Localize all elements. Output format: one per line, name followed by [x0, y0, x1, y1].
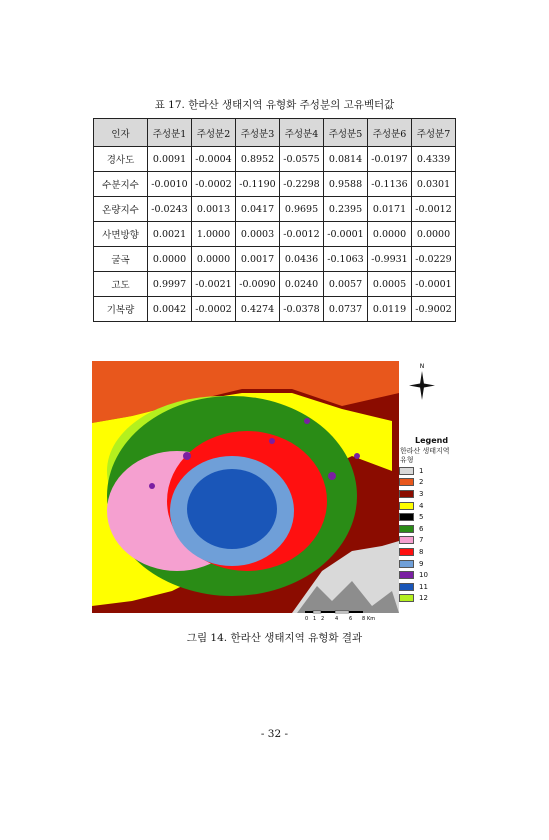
- value-cell: -0.0002: [192, 172, 236, 197]
- legend-item: [399, 488, 469, 500]
- legend-item: [399, 558, 469, 570]
- factor-cell: 기복량: [94, 297, 148, 322]
- factor-cell: 굴곡: [94, 247, 148, 272]
- legend-item: [399, 581, 469, 593]
- value-cell: -0.0012: [280, 222, 324, 247]
- scale-unit: Km: [367, 616, 376, 622]
- factor-cell: 사면방향: [94, 222, 148, 247]
- value-cell: -0.0197: [368, 147, 412, 172]
- table-caption: 표 17. 한라산 생태지역 유형화 주성분의 고유벡터값: [154, 99, 395, 111]
- value-cell: 0.0005: [368, 272, 412, 297]
- legend-item: [399, 593, 469, 605]
- north-arrow-icon: [406, 362, 438, 402]
- legend-label: 9: [419, 559, 424, 568]
- value-cell: -0.0012: [412, 197, 456, 222]
- factor-cell: 수분지수: [94, 172, 148, 197]
- value-cell: 0.0057: [324, 272, 368, 297]
- legend-swatch: [399, 571, 414, 579]
- value-cell: -0.0090: [236, 272, 280, 297]
- value-cell: 0.0042: [148, 297, 192, 322]
- legend-swatch: [399, 467, 414, 475]
- value-cell: 0.0301: [412, 172, 456, 197]
- legend-subtitle: [400, 447, 469, 465]
- legend-label: 3: [419, 489, 424, 498]
- value-cell: -0.0002: [192, 297, 236, 322]
- legend-label: 6: [419, 524, 424, 533]
- value-cell: -0.9002: [412, 297, 456, 322]
- map-crater: [183, 452, 191, 460]
- legend-item: [399, 569, 469, 581]
- legend-item: [399, 535, 469, 547]
- table-row: [94, 247, 456, 272]
- value-cell: -0.0004: [192, 147, 236, 172]
- table-header-row: [94, 119, 456, 147]
- legend-item: [399, 511, 469, 523]
- value-cell: -0.1190: [236, 172, 280, 197]
- value-cell: -0.0575: [280, 147, 324, 172]
- legend-item: [399, 500, 469, 512]
- header-pc5: 주성분5: [324, 119, 368, 147]
- value-cell: -0.1063: [324, 247, 368, 272]
- header-pc2: 주성분2: [192, 119, 236, 147]
- value-cell: -0.0021: [192, 272, 236, 297]
- legend-item: [399, 546, 469, 558]
- value-cell: 0.0417: [236, 197, 280, 222]
- eigenvector-table: [93, 118, 456, 322]
- legend-subtitle-line-1: 한라산 생태지역: [400, 447, 450, 455]
- value-cell: 0.0000: [412, 222, 456, 247]
- legend-label: 7: [419, 536, 424, 545]
- legend-items: [399, 465, 469, 604]
- factor-cell: 온량지수: [94, 197, 148, 222]
- value-cell: -0.0001: [412, 272, 456, 297]
- legend-label: 1: [419, 466, 424, 475]
- table-row: [94, 197, 456, 222]
- map-crater: [149, 483, 155, 489]
- value-cell: 0.2395: [324, 197, 368, 222]
- legend-swatch: [399, 478, 414, 486]
- legend-swatch: [399, 490, 414, 498]
- value-cell: 0.0013: [192, 197, 236, 222]
- value-cell: 0.4339: [412, 147, 456, 172]
- map-zone-blue: [187, 469, 277, 549]
- table-row: [94, 272, 456, 297]
- legend-label: 8: [419, 547, 424, 556]
- legend-label: 5: [419, 513, 424, 522]
- scale-tick: 0: [305, 616, 309, 622]
- legend-swatch: [399, 583, 414, 591]
- map-crater: [269, 438, 275, 444]
- figure-caption: 그림 14. 한라산 생태지역 유형화 결과: [186, 632, 363, 644]
- page-number: - 32 -: [260, 728, 289, 740]
- value-cell: 0.4274: [236, 297, 280, 322]
- legend-label: 10: [419, 571, 428, 580]
- map-crater: [304, 418, 310, 424]
- legend-swatch: [399, 536, 414, 544]
- value-cell: 0.0003: [236, 222, 280, 247]
- legend-label: 11: [419, 582, 428, 591]
- factor-cell: 경사도: [94, 147, 148, 172]
- header-pc6: 주성분6: [368, 119, 412, 147]
- value-cell: 1.0000: [192, 222, 236, 247]
- value-cell: 0.0000: [368, 222, 412, 247]
- factor-cell: 고도: [94, 272, 148, 297]
- scale-tick: 4: [335, 616, 339, 622]
- header-pc4: 주성분4: [280, 119, 324, 147]
- value-cell: 0.9588: [324, 172, 368, 197]
- legend-title: Legend: [415, 436, 449, 445]
- legend-label: 12: [419, 594, 428, 603]
- header-pc7: 주성분7: [412, 119, 456, 147]
- legend-swatch: [399, 525, 414, 533]
- legend-item: [399, 523, 469, 535]
- value-cell: 0.0000: [192, 247, 236, 272]
- value-cell: -0.2298: [280, 172, 324, 197]
- map-legend: [399, 436, 469, 604]
- scale-tick: 6: [349, 616, 353, 622]
- legend-swatch: [399, 513, 414, 521]
- legend-label: 4: [419, 501, 424, 510]
- value-cell: 0.8952: [236, 147, 280, 172]
- value-cell: 0.0021: [148, 222, 192, 247]
- legend-swatch: [399, 548, 414, 556]
- scale-tick: 8: [362, 616, 366, 622]
- legend-swatch: [399, 560, 414, 568]
- value-cell: 0.9695: [280, 197, 324, 222]
- value-cell: 0.0737: [324, 297, 368, 322]
- value-cell: -0.0001: [324, 222, 368, 247]
- scale-tick: 2: [321, 616, 325, 622]
- map-scale-bar: [305, 609, 385, 625]
- value-cell: 0.0000: [148, 247, 192, 272]
- table-row: [94, 147, 456, 172]
- scale-tick: 1: [313, 616, 317, 622]
- value-cell: 0.0119: [368, 297, 412, 322]
- header-pc3: 주성분3: [236, 119, 280, 147]
- header-factor: 인자: [94, 119, 148, 147]
- map-crater: [354, 453, 360, 459]
- value-cell: -0.0243: [148, 197, 192, 222]
- legend-subtitle-line-2: 유형: [400, 456, 414, 464]
- legend-label: 2: [419, 478, 424, 487]
- table-row: [94, 172, 456, 197]
- value-cell: -0.0010: [148, 172, 192, 197]
- header-pc1: 주성분1: [148, 119, 192, 147]
- legend-swatch: [399, 502, 414, 510]
- ecoregion-map: [92, 361, 399, 613]
- table-row: [94, 222, 456, 247]
- map-crater: [328, 472, 336, 480]
- value-cell: 0.0091: [148, 147, 192, 172]
- legend-item: [399, 477, 469, 489]
- value-cell: 0.0814: [324, 147, 368, 172]
- value-cell: 0.0017: [236, 247, 280, 272]
- value-cell: -0.0378: [280, 297, 324, 322]
- value-cell: 0.0171: [368, 197, 412, 222]
- value-cell: 0.0240: [280, 272, 324, 297]
- value-cell: -0.1136: [368, 172, 412, 197]
- legend-swatch: [399, 594, 414, 602]
- compass-n-label: N: [419, 363, 425, 370]
- legend-item: [399, 465, 469, 477]
- value-cell: 0.9997: [148, 272, 192, 297]
- value-cell: -0.9931: [368, 247, 412, 272]
- table-row: [94, 297, 456, 322]
- value-cell: -0.0229: [412, 247, 456, 272]
- value-cell: 0.0436: [280, 247, 324, 272]
